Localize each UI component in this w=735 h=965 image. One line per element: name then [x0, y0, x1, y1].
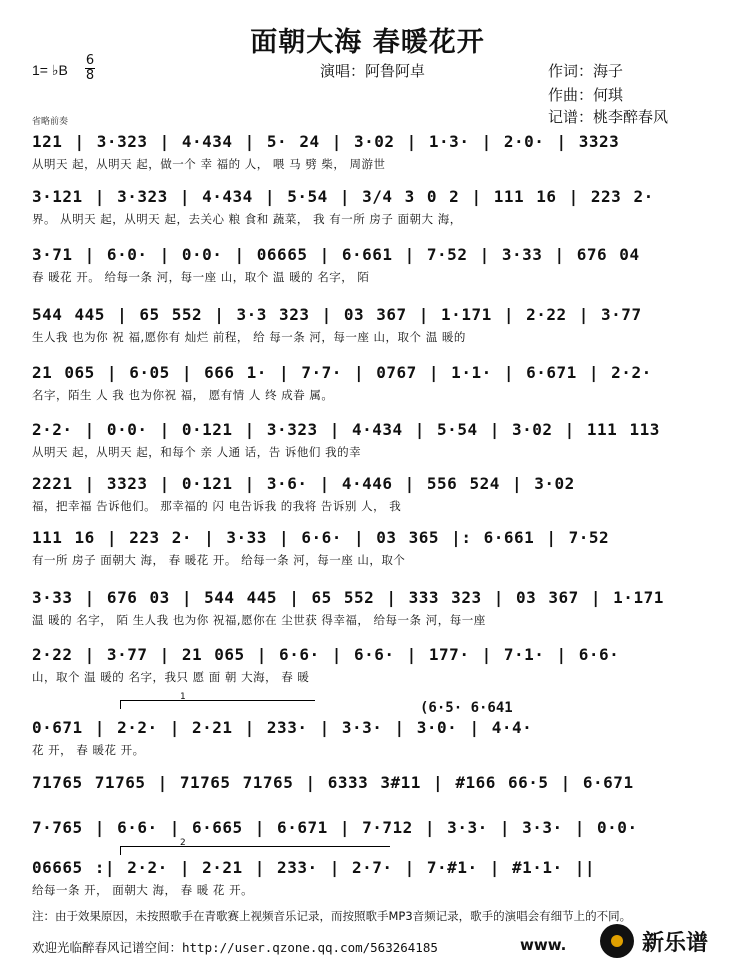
- music-row: 3·121 | 3·323 | 4·434 | 5·54 | 3/4 3 0 2 | 111 16 | 223 2·: [32, 187, 654, 206]
- time-signature-bottom: 8: [85, 68, 95, 83]
- music-row: 121 | 3·323 | 4·434 | 5· 24 | 3·02 | 1·3· | 2·0· | 3323: [32, 132, 620, 151]
- lyric-row: 春 暖花 开。 给每一条 河，每一座 山，取个 温 暖的 名字， 陌: [32, 270, 370, 284]
- key-signature: 1= ♭B: [32, 62, 68, 78]
- music-row: 3·71 | 6·0· | 0·0· | 06665 | 6·661 | 7·52 | 3·33 | 676 04: [32, 245, 640, 264]
- transcriber-credit: 记谱：桃李醉春风: [548, 108, 669, 126]
- music-row: 06665 :| 2·2· | 2·21 | 233· | 2·7· | 7·#1· | #1·1· ||: [32, 858, 596, 877]
- music-row: 0·671 | 2·2· | 2·21 | 233· | 3·3· | 3·0· | 4·4·: [32, 718, 533, 737]
- site-logo: [520, 922, 730, 960]
- volta-1-line: [120, 700, 315, 709]
- footer-link-text: 欢迎光临醉春风记谱空间：http://user.qzone.qq.com/563264185: [32, 940, 438, 955]
- lyric-row: 花 开， 春 暖花 开。: [32, 743, 145, 757]
- music-row: 2221 | 3323 | 0·121 | 3·6· | 4·446 | 556 524 | 3·02: [32, 474, 575, 493]
- disc-icon: [600, 924, 634, 958]
- singer-credit: 演唱：阿鲁阿卓: [320, 62, 426, 80]
- music-row: 2·22 | 3·77 | 21 065 | 6·6· | 6·6· | 177· | 7·1· | 6·6·: [32, 645, 620, 664]
- music-row: 111 16 | 223 2· | 3·33 | 6·6· | 03 365 |: 6·661 | 7·52: [32, 528, 610, 547]
- footnote: 注：由于效果原因，未按照歌手在青歌赛上视频音乐记录，而按照歌手MP3音频记录，歌手的演唱会有细节上的不同。: [32, 909, 632, 923]
- composer-credit: 作曲：何琪: [548, 86, 624, 104]
- logo-www: www.: [520, 936, 567, 954]
- lyric-row: 福，把幸福 告诉他们。 那幸福的 闪 电告诉我 的我将 告诉别 人， 我: [32, 499, 402, 513]
- music-row: 71765 71765 | 71765 71765 | 6333 3#11 | #166 66·5 | 6·671: [32, 773, 634, 792]
- volta-bracket-2: [120, 838, 390, 855]
- lyric-row: 山，取个 温 暖的 名字，我只 愿 面 朝 大海， 春 暖: [32, 670, 310, 684]
- time-signature-top: 6: [85, 53, 95, 68]
- time-signature: [85, 55, 95, 82]
- lyric-row: 温 暖的 名字， 陌 生人我 也为你 祝福,愿你在 尘世获 得幸福， 给每一条 河，每一座: [32, 613, 486, 627]
- intro-omitted-note: 省略前奏: [32, 117, 69, 127]
- lyric-row: 从明天 起，从明天 起，做一个 幸 福的 人， 喂 马 劈 柴， 周游世: [32, 157, 386, 171]
- music-row: 7·765 | 6·6· | 6·665 | 6·671 | 7·712 | 3·3· | 3·3· | 0·0·: [32, 818, 638, 837]
- lyric-row: 生人我 也为你 祝 福,愿你有 灿烂 前程， 给 每一条 河，每一座 山，取个 温 暖的: [32, 330, 466, 344]
- lyric-row: 给每一条 开， 面朝大 海， 春 暖 花 开。: [32, 883, 254, 897]
- lyric-row: 有一所 房子 面朝大 海， 春 暖花 开。 给每一条 河，每一座 山，取个: [32, 553, 406, 567]
- volta-2-line: [120, 846, 390, 855]
- logo-text: 新乐谱: [642, 931, 709, 956]
- music-row: 544 445 | 65 552 | 3·3 323 | 03 367 | 1·171 | 2·22 | 3·77: [32, 305, 642, 324]
- volta-2-number: 2: [180, 838, 186, 848]
- lyricist-credit: 作词：海子: [548, 62, 624, 80]
- song-title: 面朝大海 春暖花开: [250, 27, 485, 58]
- lyric-row: 界。 从明天 起，从明天 起，去关心 粮 食和 蔬菜， 我 有一所 房子 面朝大 海，: [32, 212, 462, 226]
- volta-bracket-1: [120, 692, 315, 709]
- music-row: 3·33 | 676 03 | 544 445 | 65 552 | 333 323 | 03 367 | 1·171: [32, 588, 664, 607]
- lyric-row: 从明天 起，从明天 起，和每个 亲 人通 话，告 诉他们 我的幸: [32, 445, 362, 459]
- alt-phrase: (6·5· 6·641: [420, 700, 513, 716]
- music-row: 21 065 | 6·05 | 666 1· | 7·7· | 0767 | 1·1· | 6·671 | 2·2·: [32, 363, 652, 382]
- music-row: 2·2· | 0·0· | 0·121 | 3·323 | 4·434 | 5·54 | 3·02 | 111 113: [32, 420, 660, 439]
- volta-1-number: 1: [180, 692, 186, 702]
- lyric-row: 名字，陌生 人 我 也为你祝 福， 愿有情 人 终 成眷 属。: [32, 388, 334, 402]
